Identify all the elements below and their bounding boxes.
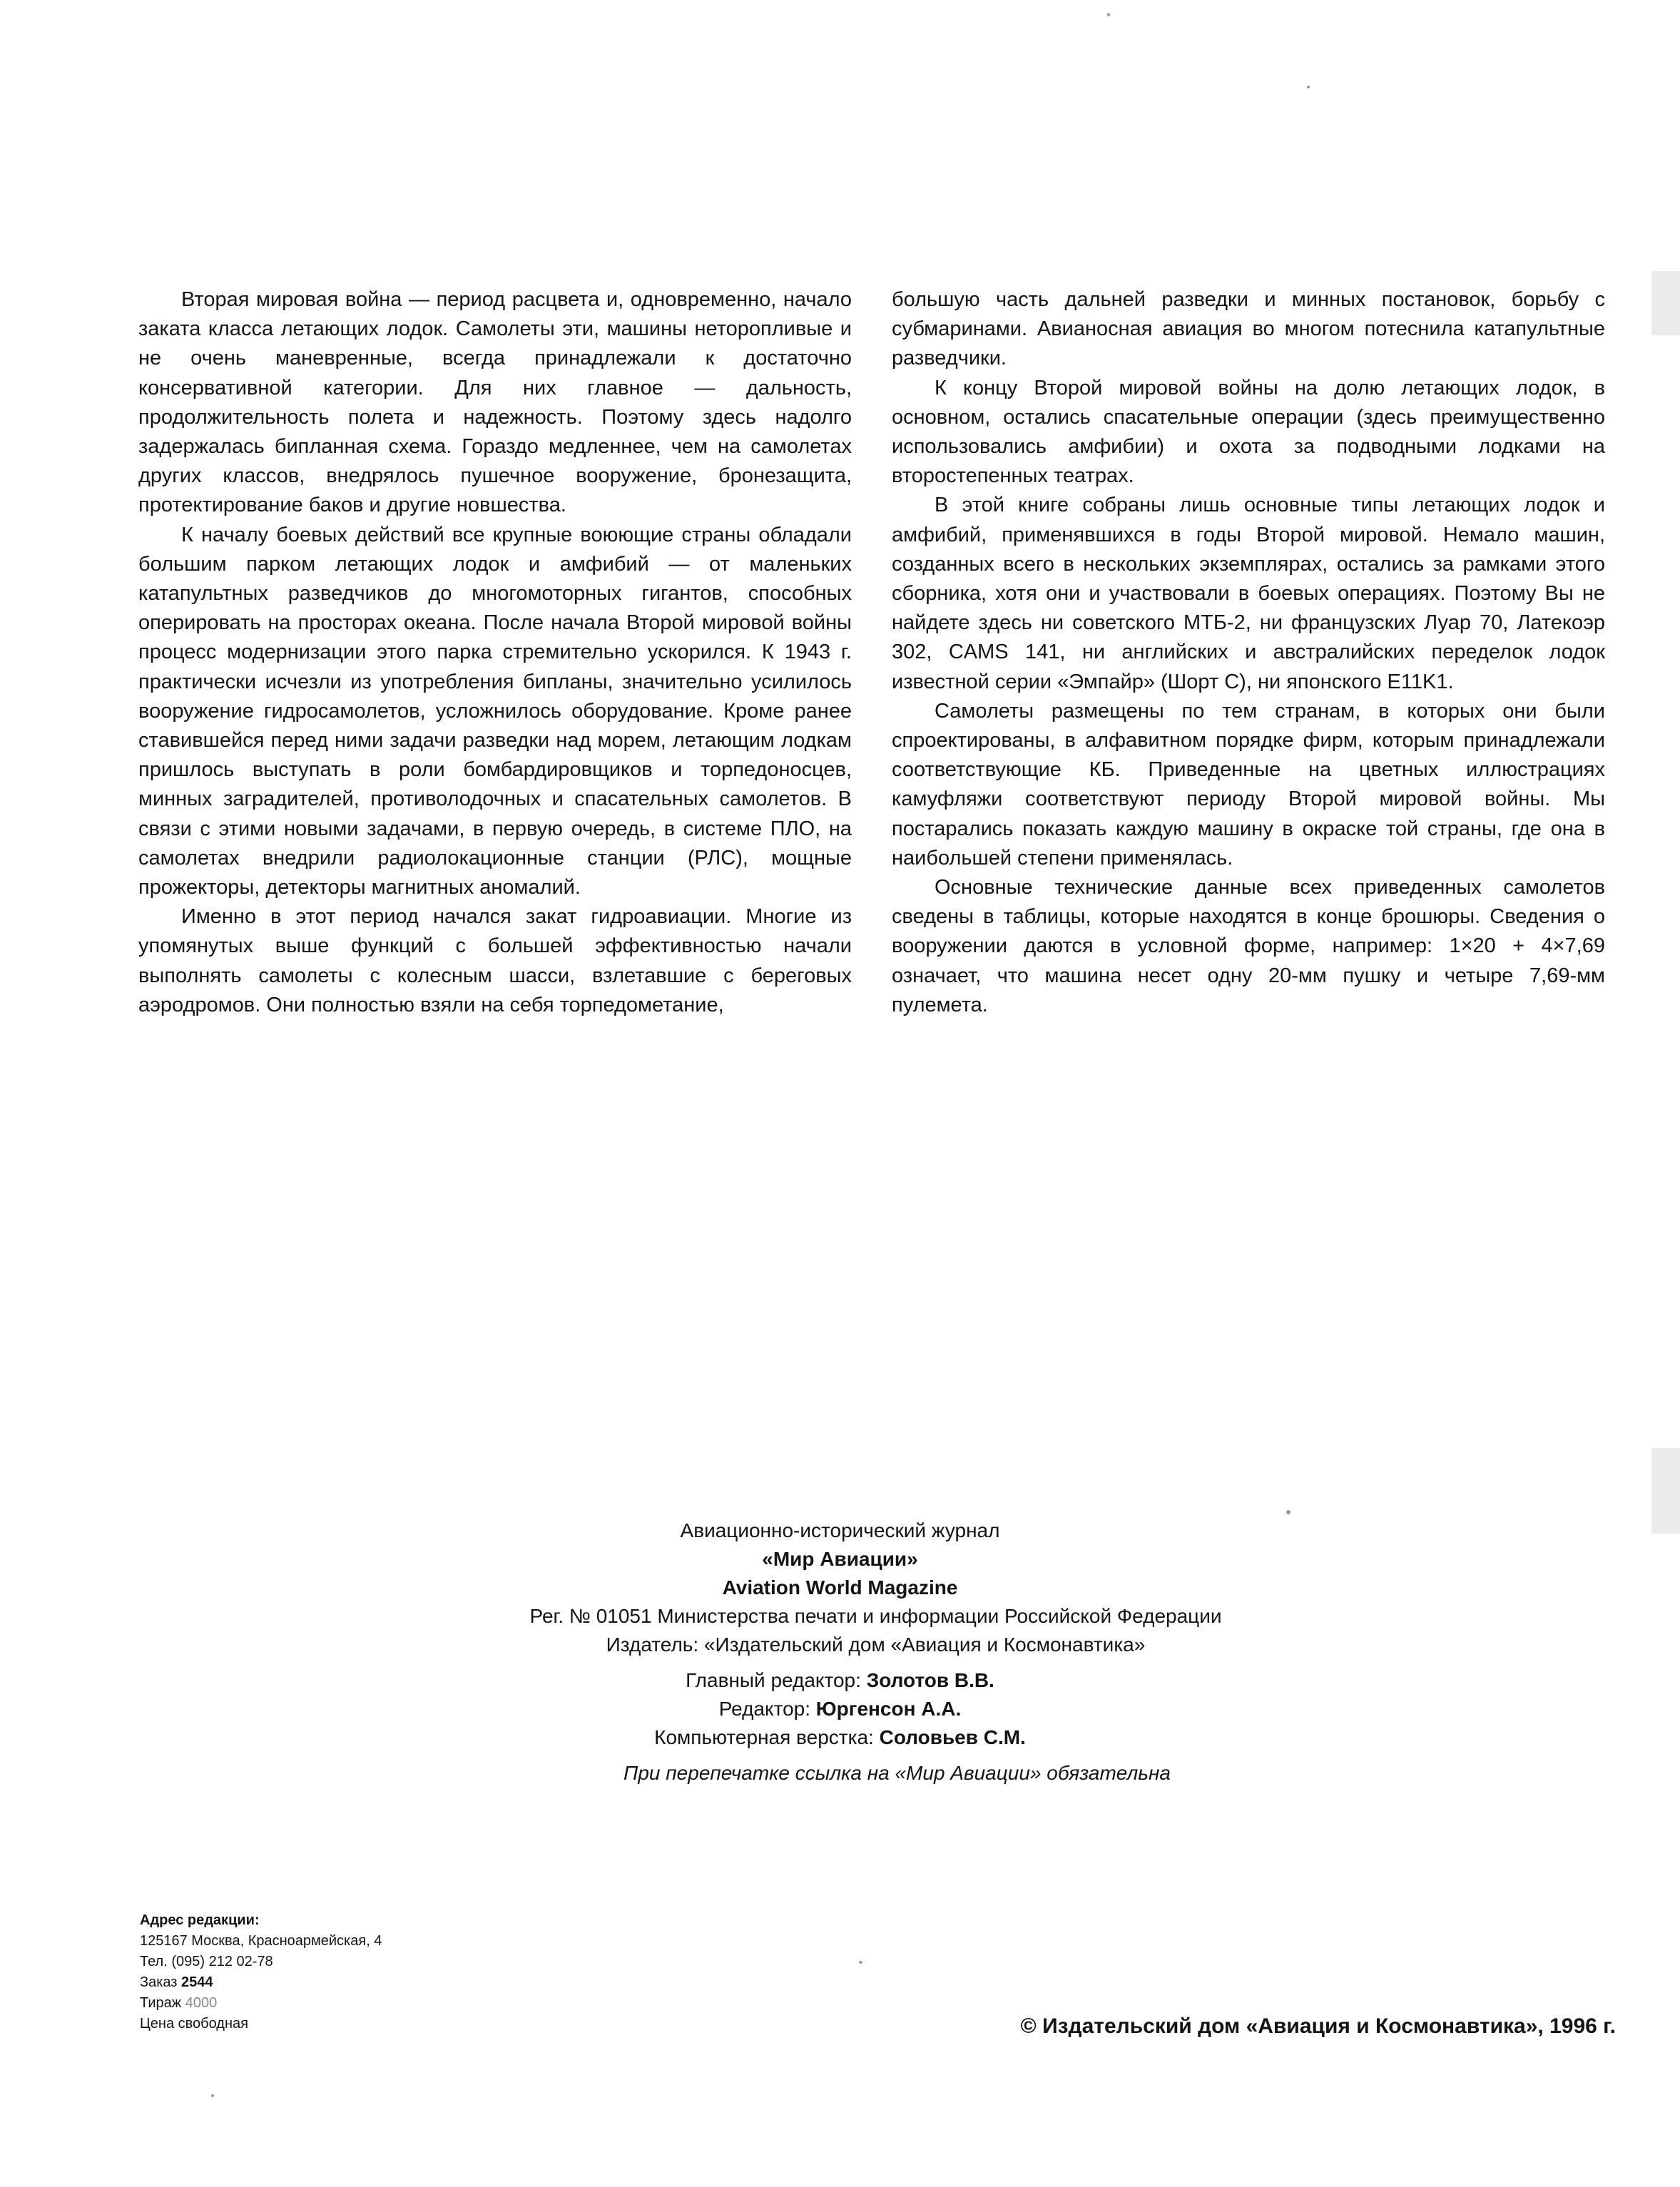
journal-title-ru: «Мир Авиации»	[762, 1548, 918, 1570]
scan-speck	[1107, 13, 1110, 16]
order-number: 2544	[181, 1974, 213, 1990]
scan-edge-mark	[1651, 271, 1680, 335]
publisher-line: Издатель: «Издательский дом «Авиация и Космонавтика»	[606, 1633, 1146, 1656]
paragraph: Основные технические данные всех приведенных самолетов сведены в таблицы, которые находятся в конце брошюры. Сведения о вооружении даются в условной форме, например: 1×20 + 4×7,69 означает, что машина несет одну 20-мм пушку и четыре 7,69-мм пулемета.	[892, 876, 1605, 1016]
editor-name: Юргенсон А.А.	[815, 1698, 962, 1720]
scan-edge-mark	[1651, 1448, 1680, 1534]
chief-editor-name: Золотов В.В.	[866, 1669, 994, 1691]
copyright-line: © Издательский дом «Авиация и Космонавтика», 1996 г.	[1020, 2014, 1616, 2038]
layout-name: Соловьев С.М.	[879, 1726, 1026, 1748]
paragraph-continuation: большую часть дальней разведки и минных постановок, борьбу с субмаринами. Авианосная авиация во многом потеснила катапультные разведчики.	[892, 288, 1605, 370]
scan-speck	[1286, 1510, 1290, 1514]
editor-line	[0, 1695, 1680, 1723]
order-line	[140, 1972, 382, 1993]
layout-label: Компьютерная верстка:	[654, 1726, 874, 1748]
address-heading: Адрес редакции:	[140, 1912, 260, 1928]
reprint-note: При перепечатке ссылка на «Мир Авиации» обязательна	[623, 1762, 1171, 1784]
address-phone: Тел. (095) 212 02-78	[140, 1954, 273, 1969]
paragraph: К концу Второй мировой войны на долю летающих лодок, в основном, остались спасательные операции (здесь преимущественно использовались амфибии) и охота за подводными лодками на второстепенных театрах.	[892, 376, 1605, 488]
paragraph: Вторая мировая война — период расцвета и, одновременно, начало заката класса летающих лодок. Самолеты эти, машины неторопливые и не очень маневренные, всегда принадлежали к достаточно консервативной категории. Для них главное — дальность, продолжительность полета и надежность. Поэтому здесь надолго задержалась бипланная схема. Гораздо медленнее, чем на самолетах других классов, внедрялось пушечное вооружение, бронезащита, протектирование баков и другие новшества.	[138, 288, 852, 517]
paragraph: В этой книге собраны лишь основные типы летающих лодок и амфибий, применявшихся в годы Второй мировой. Немало машин, созданных всего в нескольких экземплярах, остались за рамками этого сборника, хотя они и участвовали в боевых операциях. Поэтому Вы не найдете здесь ни советского МТБ-2, ни французских Луар 70, Латекоэр 302, CAMS 141, ни английских и австралийских переделок лодок известной серии «Эмпайр» (Шорт С), ни японского E11K1.	[892, 494, 1605, 693]
layout-line	[0, 1723, 1680, 1752]
circulation-line	[140, 1993, 382, 2014]
imprint-block	[0, 1516, 1680, 1788]
paragraph: К началу боевых действий все крупные воюющие страны обладали большим парком летающих лодок и амфибий — от маленьких катапультных разведчиков до многомоторных гигантов, способных оперировать на просторах океана. После начала Второй мировой войны процесс модернизации этого парка стремительно ускорился. К 1943 г. практически исчезли из употребления бипланы, значительно усилилось вооружение гидросамолетов, усложнилось оборудование. Кроме ранее ставившейся перед ними задачи разведки над морем, летающим лодкам пришлось выступать в роли бомбардировщиков и торпедоносцев, минных заградителей, противолодочных и спасательных самолетов. В связи с этими новыми задачами, в первую очередь, в системе ПЛО, на самолетах внедрили радиолокационные станции (РЛС), мощные прожекторы, детекторы магнитных аномалий.	[138, 523, 852, 899]
chief-editor-label: Главный редактор:	[686, 1669, 861, 1691]
paragraph: Самолеты размещены по тем странам, в которых они были спроектированы, в алфавитном порядке фирм, которым принадлежали соответствующие КБ. Приведенные на цветных иллюстрациях камуфляжи соответствуют периоду Второй мировой войны. Мы постарались показать каждую машину в окраске той страны, где она в наибольшей степени применялась.	[892, 699, 1605, 870]
circulation-label: Тираж	[140, 1995, 182, 2011]
editor-label: Редактор:	[718, 1698, 811, 1720]
price-line: Цена свободная	[140, 2016, 248, 2031]
address-street: 125167 Москва, Красноармейская, 4	[140, 1933, 382, 1949]
chief-editor-line	[0, 1666, 1680, 1695]
registration-line: Рег. № 01051 Министерства печати и информации Российской Федерации	[529, 1605, 1222, 1627]
journal-title-en: Aviation World Magazine	[722, 1576, 958, 1599]
circulation-value: 4000	[185, 1995, 218, 2011]
scan-speck	[1307, 86, 1310, 88]
paragraph: Именно в этот период начался закат гидроавиации. Многие из упомянутых выше функций с большей эффективностью начали выполнять самолеты с колесным шасси, взлетавшие с береговых аэродромов. Они полностью взяли на себя торпедометание,	[138, 905, 852, 1016]
order-label: Заказ	[140, 1974, 178, 1990]
scan-speck	[859, 1961, 862, 1964]
journal-type: Авиационно-исторический журнал	[680, 1519, 1000, 1541]
editorial-address	[140, 1910, 382, 2034]
article-left-column	[138, 285, 852, 1020]
scan-speck	[211, 2094, 214, 2097]
article-right-column	[892, 285, 1605, 1020]
